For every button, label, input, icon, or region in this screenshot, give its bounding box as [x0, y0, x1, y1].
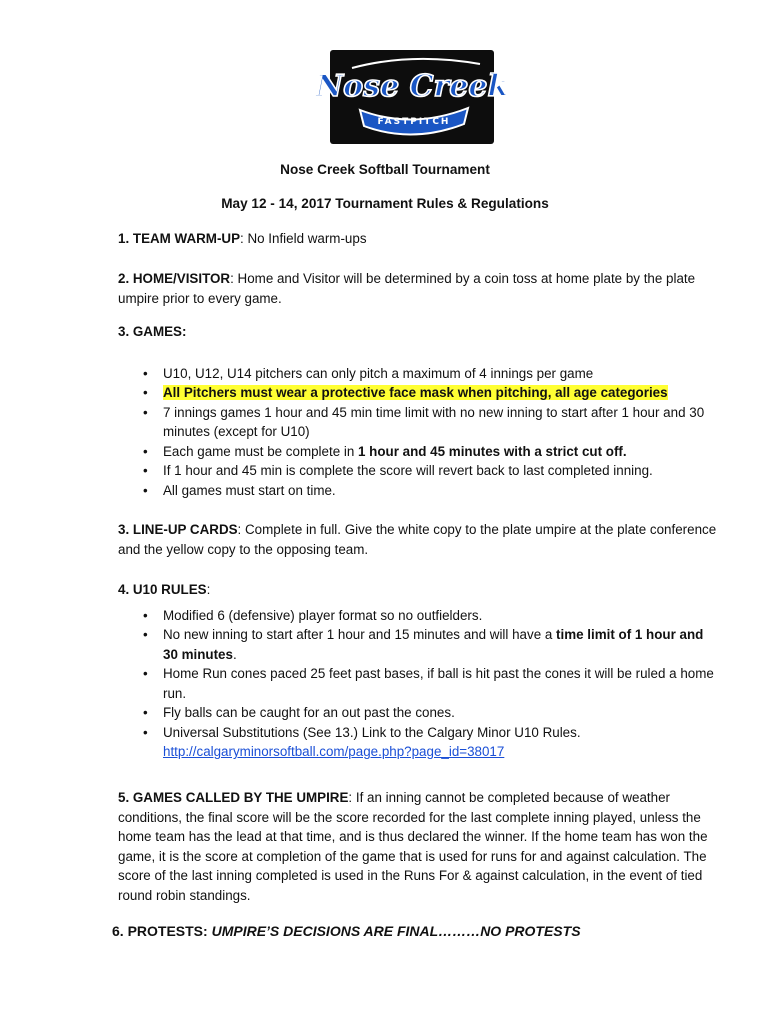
logo-graphic	[315, 50, 509, 144]
list-item: • 7 innings games 1 hour and 45 min time limit with no new inning to start after 1 hour and 30 minutes (except for U10)	[143, 404, 705, 439]
list-item: • All Pitchers must wear a protective face mask when pitching, all age categories	[143, 385, 668, 400]
section-u10-rules: 4. U10 RULES: • Modified 6 (defensive) player format so no outfielders. • No new inning to start after 1 hour and 15 minutes and will have a time limit of 1 hour and 30 minutes. • Home Run cones paced 25 feet past bases, if ball is hit past the cones it will be ruled a home run. • Fly balls can be caught for an out past the cones. • Universal Substitutions (See 13.) Link to the Calgary Minor U10 Rules. http://calgaryminorsoftball.com/page.php?page_id=38017	[118, 580, 718, 762]
highlighted-rule: All Pitchers must wear a protective face mask when pitching, all age categories	[163, 385, 668, 400]
section-lineup-cards	[118, 520, 718, 559]
nose-creek-logo	[315, 50, 509, 144]
doc-subtitle: May 12 - 14, 2017 Tournament Rules & Regulations	[221, 196, 549, 211]
section-text: : Complete in full. Give the white copy to the plate umpire at the plate conference and the yellow copy to the opposing team.	[118, 522, 717, 557]
section-text: UMPIRE’S DECISIONS ARE FINAL………NO PROTESTS	[211, 923, 581, 939]
section-heading: 3. LINE-UP CARDS	[118, 522, 238, 537]
section-games	[118, 322, 718, 500]
list-item: • U10, U12, U14 pitchers can only pitch a maximum of 4 innings per game	[143, 365, 594, 381]
section-text: : If an inning cannot be completed because of weather conditions, the final score will be the score recorded for the last complete inning played, unless the home team has the lead at that time, and is thus declared the winner. If the home team has won the game, it is the score at completion of the game that is used for runs for and against calculation. The score of the last inning completed is used in the Runs For & against calculation, in the event of tied round robin standings.	[118, 790, 708, 903]
section-home-visitor	[118, 269, 718, 308]
section-text: : Home and Visitor will be determined by a coin toss at home plate by the plate umpire prior to every game.	[118, 271, 696, 306]
section-heading: 4. U10 RULES	[118, 582, 207, 597]
logo-name: Nose Creek	[315, 69, 509, 104]
section-heading: 3. GAMES:	[118, 324, 187, 339]
list-item: • Universal Substitutions (See 13.) Link to the Calgary Minor U10 Rules. http://calgaryminorsoftball.com/page.php?page_id=38017	[143, 724, 581, 759]
list-item: • Fly balls can be caught for an out past the cones.	[143, 705, 455, 720]
section-games-called	[118, 788, 718, 905]
u10-rules-link[interactable]: http://calgaryminorsoftball.com/page.php?page_id=38017	[163, 744, 505, 759]
section-text: : No Infield warm-ups	[240, 231, 367, 246]
section-heading: 1. TEAM WARM-UP	[118, 231, 240, 246]
list-item: • Home Run cones paced 25 feet past bases, if ball is hit past the cones it will be ruled a home run.	[143, 666, 714, 701]
section-heading: 6. PROTESTS:	[112, 923, 212, 939]
games-list	[118, 364, 718, 501]
list-item: • All games must start on time.	[143, 482, 336, 498]
section-heading: 2. HOME/VISITOR	[118, 271, 231, 286]
u10-list	[118, 606, 718, 762]
doc-title: Nose Creek Softball Tournament	[280, 162, 490, 177]
list-item: • No new inning to start after 1 hour and 15 minutes and will have a time limit of 1 hour and 30 minutes.	[143, 627, 704, 662]
list-item: • If 1 hour and 45 min is complete the score will revert back to last completed inning.	[143, 463, 653, 478]
section-warmup	[118, 229, 718, 249]
list-item: • Each game must be complete in 1 hour and 45 minutes with a strict cut off.	[143, 443, 627, 459]
section-protests	[112, 922, 712, 942]
section-heading: 5. GAMES CALLED BY THE UMPIRE	[118, 790, 349, 805]
logo-sub: FASTPITCH	[377, 117, 451, 127]
list-item: • Modified 6 (defensive) player format so no outfielders.	[143, 607, 483, 623]
